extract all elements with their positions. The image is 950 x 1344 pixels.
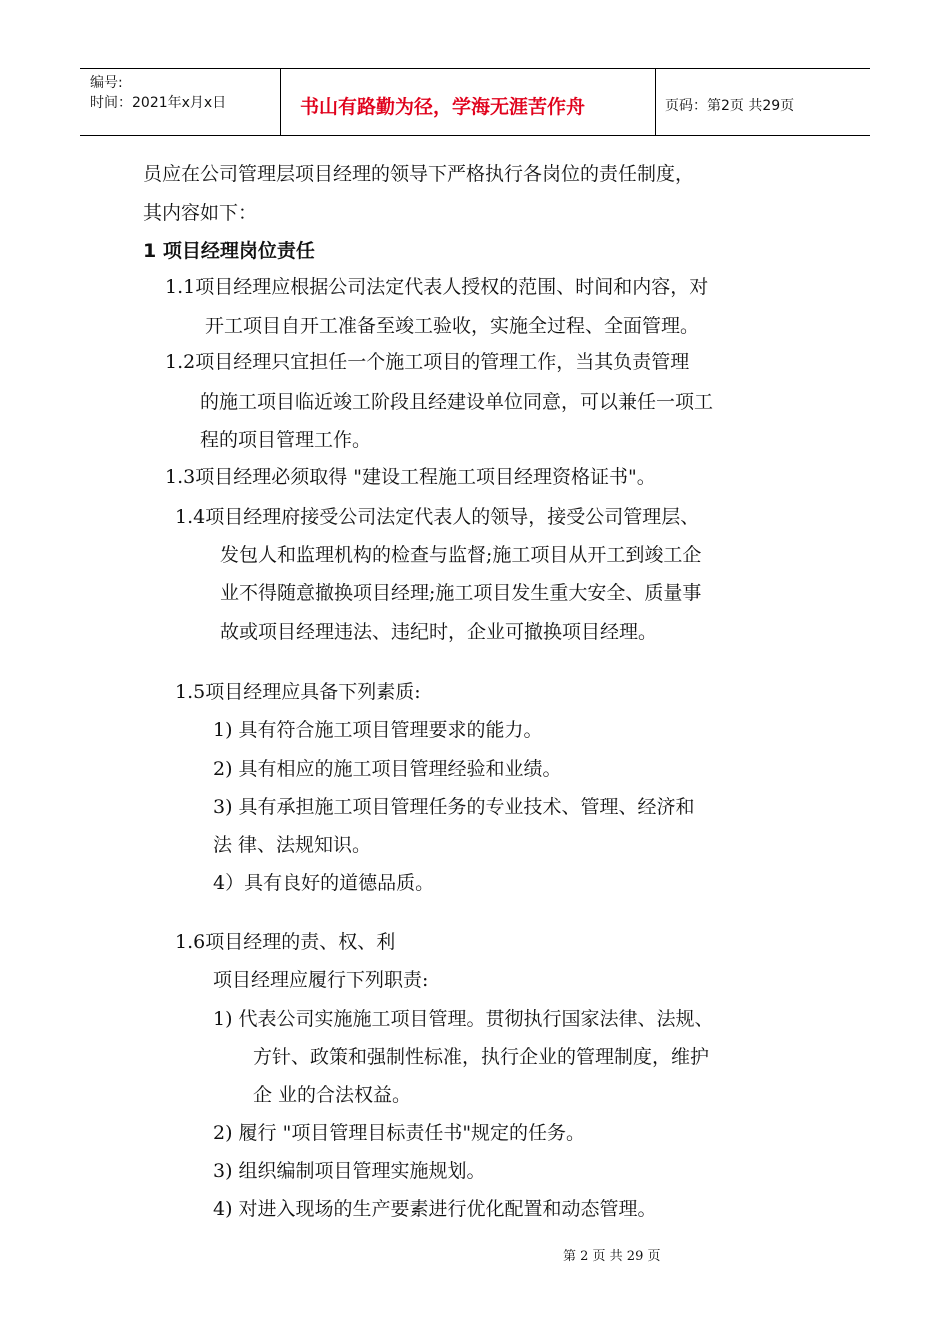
- header-page-label: 页码：第2页 共29页: [665, 98, 795, 114]
- list-item: 3) 组织编制项目管理实施规划。: [213, 1160, 486, 1182]
- list-item: 3) 具有承担施工项目管理任务的专业技术、管理、经济和: [213, 796, 695, 818]
- body-line: 员应在公司管理层项目经理的领导下严格执行各岗位的责任制度，: [143, 163, 695, 185]
- body-line: 故或项目经理违法、违纪时，企业可撤换项目经理。: [220, 621, 658, 643]
- body-line: 的施工项目临近竣工阶段且经建设单位同意，可以兼任一项工: [200, 391, 714, 413]
- body-line: 1.1项目经理应根据公司法定代表人授权的范围、时间和内容，对: [165, 276, 709, 298]
- list-item: 4) 对进入现场的生产要素进行优化配置和动态管理。: [213, 1198, 657, 1220]
- body-line: 开工项目自开工准备至竣工验收，实施全过程、全面管理。: [205, 315, 700, 337]
- header-number-label: 编号:: [90, 75, 123, 91]
- list-item: 法 律、法规知识。: [213, 834, 372, 856]
- header-top-rule: [80, 68, 870, 69]
- list-item: 2) 具有相应的施工项目管理经验和业绩。: [213, 758, 562, 780]
- body-line: 1.5项目经理应具备下列素质:: [175, 681, 421, 703]
- list-item: 2) 履行 "项目管理目标责任书"规定的任务。: [213, 1122, 586, 1144]
- header-bottom-rule: [80, 135, 870, 136]
- header-divider-left: [280, 68, 281, 135]
- list-item: 4）具有良好的道德品质。: [213, 872, 435, 894]
- header-time-label: 时间：2021年x月x日: [90, 95, 227, 111]
- body-line: 程的项目管理工作。: [200, 429, 372, 451]
- body-line: 1.2项目经理只宜担任一个施工项目的管理工作，当其负责管理: [165, 351, 690, 373]
- section-heading: 1 项目经理岗位责任: [143, 240, 315, 262]
- header-divider-right: [655, 68, 656, 135]
- header-motto: 书山有路勤为径，学海无涯苦作舟: [300, 96, 586, 118]
- footer-page-number: 第 2 页 共 29 页: [563, 1249, 661, 1264]
- body-line: 发包人和监理机构的检查与监督;施工项目从开工到竣工企: [220, 544, 702, 566]
- list-item: 1) 具有符合施工项目管理要求的能力。: [213, 719, 543, 741]
- list-item: 方针、政策和强制性标准，执行企业的管理制度，维护: [253, 1046, 710, 1068]
- body-line: 1.4项目经理府接受公司法定代表人的领导，接受公司管理层、: [175, 506, 700, 528]
- body-line: 1.6项目经理的责、权、利: [175, 931, 396, 953]
- body-line: 其内容如下：: [143, 202, 258, 224]
- list-item: 1) 代表公司实施施工项目管理。贯彻执行国家法律、法规、: [213, 1008, 714, 1030]
- body-line: 项目经理应履行下列职责:: [213, 969, 429, 991]
- list-item: 企 业的合法权益。: [253, 1084, 412, 1106]
- body-line: 业不得随意撤换项目经理;施工项目发生重大安全、质量事: [220, 582, 702, 604]
- body-line: 1.3项目经理必须取得 "建设工程施工项目经理资格证书"。: [165, 466, 656, 488]
